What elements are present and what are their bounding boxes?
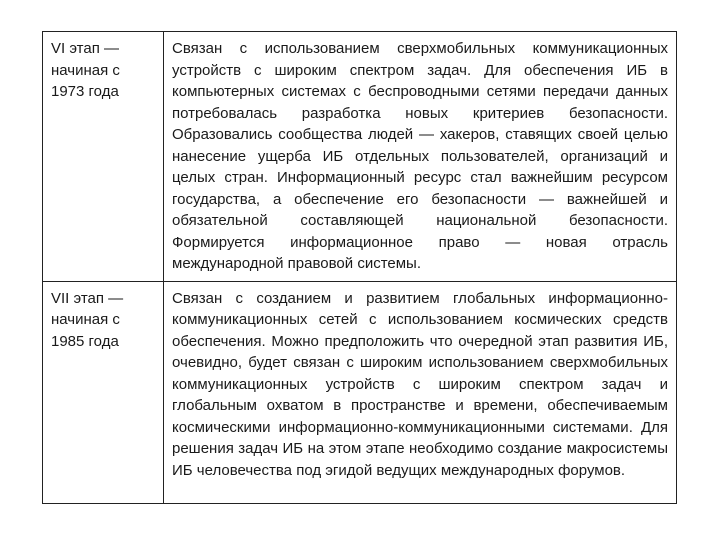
- stage-cell: VII этап — начиная с 1985 года: [43, 281, 164, 503]
- table-row: [43, 281, 677, 503]
- description-cell: Связан с использованием сверхмобильных коммуникационных устройств с широким спектром задач. Для обеспечения ИБ в компьютерных системах с беспроводными сетями передачи данных потребовалась разработка новых критериев безопасности. Образовались сообщества людей — хакеров, ставящих своей целью нанесение ущерба ИБ отдельных пользователей, организаций и целых стран. Информационный ресурс стал важнейшим ресурсом государства, а обеспечение его безопасности — важнейшей и обязательной составляющей национальной безопасности. Формируется информационное право — новая отрасль международной правовой системы.: [164, 32, 677, 282]
- stage-cell: VI этап — начиная с 1973 года: [43, 32, 164, 282]
- table-row: [43, 32, 677, 282]
- description-cell: Связан с созданием и развитием глобальных информационно-коммуникационных сетей с использованием космических средств обеспечения. Можно предположить что очередной этап развития ИБ, очевидно, будет связан с широким использованием сверхмобильных коммуникационных устройств с широким спектром задач и глобальным охватом в пространстве и времени, обеспечиваемым космическими информационно-коммуникационными системами. Для решения задач ИБ на этом этапе необходимо создание макросистемы ИБ человечества под эгидой ведущих международных форумов.: [164, 281, 677, 503]
- stages-table-body: [43, 32, 677, 504]
- stages-table: [42, 31, 677, 504]
